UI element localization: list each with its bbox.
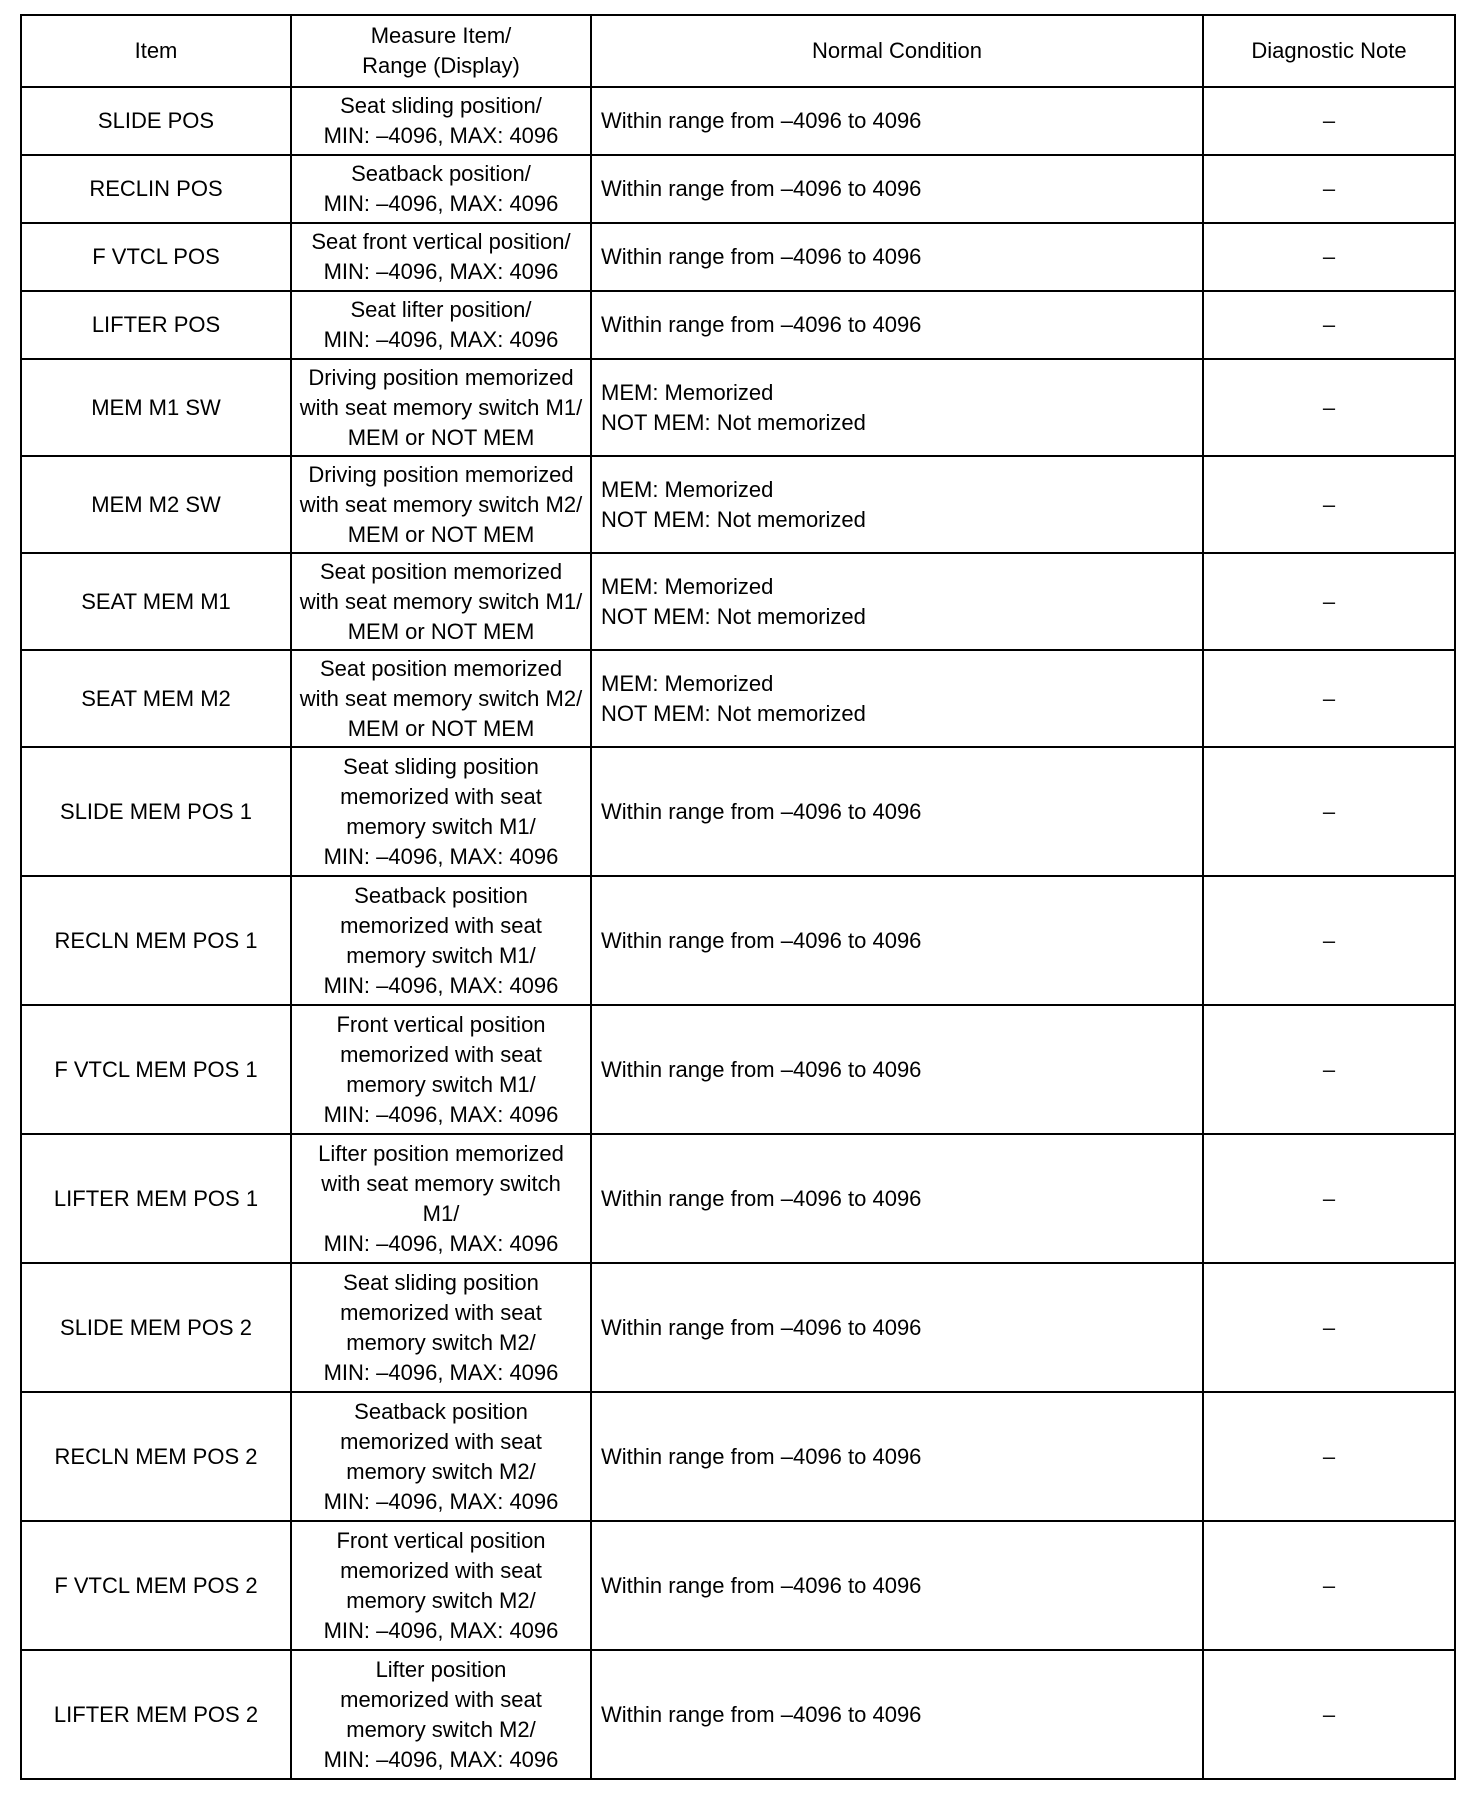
diagnostic-note-cell: – <box>1203 1650 1455 1779</box>
measure-cell: Front vertical position memorized with seat memory switch M1/ MIN: –4096, MAX: 4096 <box>291 1005 591 1134</box>
table-row <box>21 87 1455 155</box>
table-row <box>21 291 1455 359</box>
normal-condition-cell: Within range from –4096 to 4096 <box>591 1263 1203 1392</box>
normal-condition-cell: MEM: Memorized NOT MEM: Not memorized <box>591 456 1203 553</box>
item-cell: SLIDE POS <box>21 87 291 155</box>
item-cell: F VTCL POS <box>21 223 291 291</box>
table-header-row <box>21 15 1455 87</box>
diagnostic-note-cell: – <box>1203 1134 1455 1263</box>
header-measure-item: Measure Item/ Range (Display) <box>291 15 591 87</box>
diagnostic-note-cell: – <box>1203 650 1455 747</box>
item-cell: MEM M2 SW <box>21 456 291 553</box>
item-cell: SLIDE MEM POS 1 <box>21 747 291 876</box>
table-row <box>21 1650 1455 1779</box>
item-cell: LIFTER MEM POS 2 <box>21 1650 291 1779</box>
table-row <box>21 553 1455 650</box>
normal-condition-cell: Within range from –4096 to 4096 <box>591 1650 1203 1779</box>
measure-cell: Seat sliding position/ MIN: –4096, MAX: 4096 <box>291 87 591 155</box>
normal-condition-cell: MEM: Memorized NOT MEM: Not memorized <box>591 650 1203 747</box>
diagnostic-note-cell: – <box>1203 747 1455 876</box>
measure-cell: Lifter position memorized with seat memory switch M2/ MIN: –4096, MAX: 4096 <box>291 1650 591 1779</box>
diagnostic-note-cell: – <box>1203 1521 1455 1650</box>
item-cell: RECLIN POS <box>21 155 291 223</box>
item-cell: LIFTER POS <box>21 291 291 359</box>
diagnostic-note-cell: – <box>1203 1263 1455 1392</box>
diagnostic-note-cell: – <box>1203 876 1455 1005</box>
header-item: Item <box>21 15 291 87</box>
measure-cell: Seatback position memorized with seat memory switch M2/ MIN: –4096, MAX: 4096 <box>291 1392 591 1521</box>
data-monitor-table <box>20 14 1456 1780</box>
item-cell: RECLN MEM POS 1 <box>21 876 291 1005</box>
normal-condition-cell: Within range from –4096 to 4096 <box>591 87 1203 155</box>
table-row <box>21 1521 1455 1650</box>
measure-cell: Front vertical position memorized with seat memory switch M2/ MIN: –4096, MAX: 4096 <box>291 1521 591 1650</box>
diagnostic-note-cell: – <box>1203 359 1455 456</box>
item-cell: SLIDE MEM POS 2 <box>21 1263 291 1392</box>
item-cell: RECLN MEM POS 2 <box>21 1392 291 1521</box>
normal-condition-cell: Within range from –4096 to 4096 <box>591 291 1203 359</box>
item-cell: F VTCL MEM POS 1 <box>21 1005 291 1134</box>
table-row <box>21 1134 1455 1263</box>
table-row <box>21 155 1455 223</box>
table-row <box>21 747 1455 876</box>
normal-condition-cell: Within range from –4096 to 4096 <box>591 223 1203 291</box>
normal-condition-cell: Within range from –4096 to 4096 <box>591 1134 1203 1263</box>
item-cell: SEAT MEM M2 <box>21 650 291 747</box>
measure-cell: Seat sliding position memorized with seat memory switch M2/ MIN: –4096, MAX: 4096 <box>291 1263 591 1392</box>
diagnostic-note-cell: – <box>1203 456 1455 553</box>
diagnostic-note-cell: – <box>1203 87 1455 155</box>
item-cell: SEAT MEM M1 <box>21 553 291 650</box>
table-row <box>21 1263 1455 1392</box>
normal-condition-cell: MEM: Memorized NOT MEM: Not memorized <box>591 359 1203 456</box>
measure-cell: Seatback position/ MIN: –4096, MAX: 4096 <box>291 155 591 223</box>
diagnostic-note-cell: – <box>1203 223 1455 291</box>
diagnostic-note-cell: – <box>1203 155 1455 223</box>
table-row <box>21 456 1455 553</box>
normal-condition-cell: Within range from –4096 to 4096 <box>591 876 1203 1005</box>
diagnostic-note-cell: – <box>1203 553 1455 650</box>
header-diagnostic-note: Diagnostic Note <box>1203 15 1455 87</box>
measure-cell: Seat sliding position memorized with seat memory switch M1/ MIN: –4096, MAX: 4096 <box>291 747 591 876</box>
measure-cell: Seatback position memorized with seat memory switch M1/ MIN: –4096, MAX: 4096 <box>291 876 591 1005</box>
diagnostic-note-cell: – <box>1203 291 1455 359</box>
table-row <box>21 359 1455 456</box>
normal-condition-cell: Within range from –4096 to 4096 <box>591 747 1203 876</box>
measure-cell: Driving position memorized with seat memory switch M2/ MEM or NOT MEM <box>291 456 591 553</box>
normal-condition-cell: MEM: Memorized NOT MEM: Not memorized <box>591 553 1203 650</box>
item-cell: F VTCL MEM POS 2 <box>21 1521 291 1650</box>
header-normal-condition: Normal Condition <box>591 15 1203 87</box>
normal-condition-cell: Within range from –4096 to 4096 <box>591 1521 1203 1650</box>
measure-cell: Seat lifter position/ MIN: –4096, MAX: 4096 <box>291 291 591 359</box>
item-cell: MEM M1 SW <box>21 359 291 456</box>
diagnostic-note-cell: – <box>1203 1005 1455 1134</box>
diagnostic-note-cell: – <box>1203 1392 1455 1521</box>
table-row <box>21 876 1455 1005</box>
normal-condition-cell: Within range from –4096 to 4096 <box>591 1005 1203 1134</box>
measure-cell: Driving position memorized with seat memory switch M1/ MEM or NOT MEM <box>291 359 591 456</box>
table-row <box>21 650 1455 747</box>
measure-cell: Lifter position memorized with seat memory switch M1/ MIN: –4096, MAX: 4096 <box>291 1134 591 1263</box>
normal-condition-cell: Within range from –4096 to 4096 <box>591 155 1203 223</box>
measure-cell: Seat position memorized with seat memory switch M2/ MEM or NOT MEM <box>291 650 591 747</box>
measure-cell: Seat position memorized with seat memory switch M1/ MEM or NOT MEM <box>291 553 591 650</box>
measure-cell: Seat front vertical position/ MIN: –4096, MAX: 4096 <box>291 223 591 291</box>
table-row <box>21 1005 1455 1134</box>
table-row <box>21 1392 1455 1521</box>
normal-condition-cell: Within range from –4096 to 4096 <box>591 1392 1203 1521</box>
table-row <box>21 223 1455 291</box>
item-cell: LIFTER MEM POS 1 <box>21 1134 291 1263</box>
